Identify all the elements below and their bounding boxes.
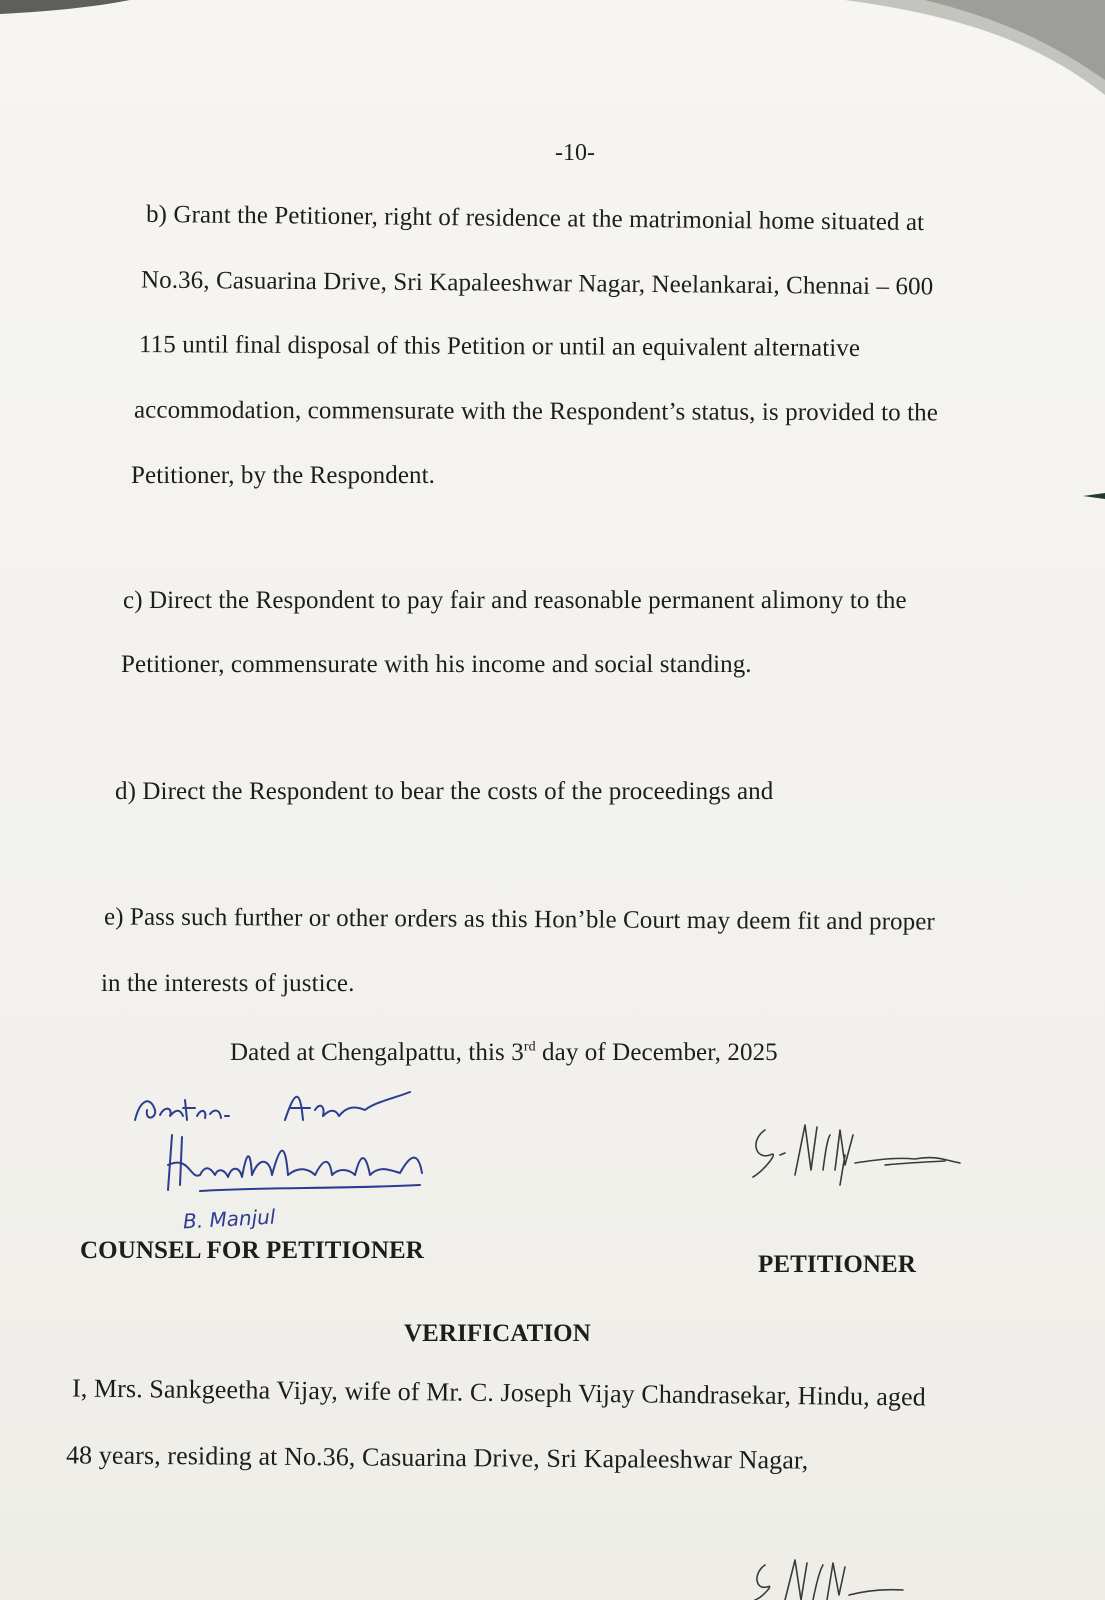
- dated-suffix: day of December, 2025: [535, 1039, 778, 1066]
- prayer-b-line-1: b) Grant the Petitioner, right of residence at the matrimonial home situated at: [145, 200, 925, 237]
- verification-line-1: I, Mrs. Sankgeetha Vijay, wife of Mr. C. Joseph Vijay Chandrasekar, Hindu, aged: [71, 1373, 927, 1412]
- counsel-signature-2: [160, 1125, 450, 1200]
- top-left-shadow: [0, 0, 130, 18]
- petitioner-initials-partial: [745, 1545, 905, 1600]
- verification-line-2: 48 years, residing at No.36, Casuarina Drive, Sri Kapaleeshwar Nagar,: [65, 1440, 809, 1475]
- dated-prefix: Dated at Chengalpattu, this 3: [230, 1039, 524, 1066]
- edge-mark: [1083, 488, 1105, 498]
- petitioner-label: PETITIONER: [758, 1251, 916, 1278]
- dated-line: [230, 1039, 778, 1067]
- prayer-c-line-1: c) Direct the Respondent to pay fair and reasonable permanent alimony to the: [123, 587, 907, 614]
- petitioner-signature: [745, 1115, 975, 1195]
- prayer-c-line-2: Petitioner, commensurate with his income and social standing.: [121, 651, 752, 678]
- page-curl-shadow: [805, 0, 1105, 110]
- page-number: -10-: [555, 140, 595, 166]
- dated-ordinal: rd: [523, 1039, 536, 1055]
- prayer-d-line-1: d) Direct the Respondent to bear the costs of the proceedings and: [115, 778, 774, 805]
- prayer-e-line-2: in the interests of justice.: [101, 970, 355, 997]
- prayer-e-line-1: e) Pass such further or other orders as this Hon’ble Court may deem fit and proper: [103, 903, 935, 936]
- prayer-b-line-3: 115 until final disposal of this Petition or until an equivalent alternative: [138, 331, 861, 362]
- prayer-b-line-5: Petitioner, by the Respondent.: [131, 462, 436, 489]
- counsel-handwritten-name: B. Manjul: [182, 1204, 276, 1234]
- prayer-b-line-2: No.36, Casuarina Drive, Sri Kapaleeshwar Nagar, Neelankarai, Chennai – 600: [140, 266, 934, 301]
- counsel-label: COUNSEL FOR PETITIONER: [80, 1237, 424, 1264]
- prayer-b-line-4: accommodation, commensurate with the Respondent’s status, is provided to the: [133, 396, 939, 427]
- verification-heading: VERIFICATION: [404, 1320, 591, 1347]
